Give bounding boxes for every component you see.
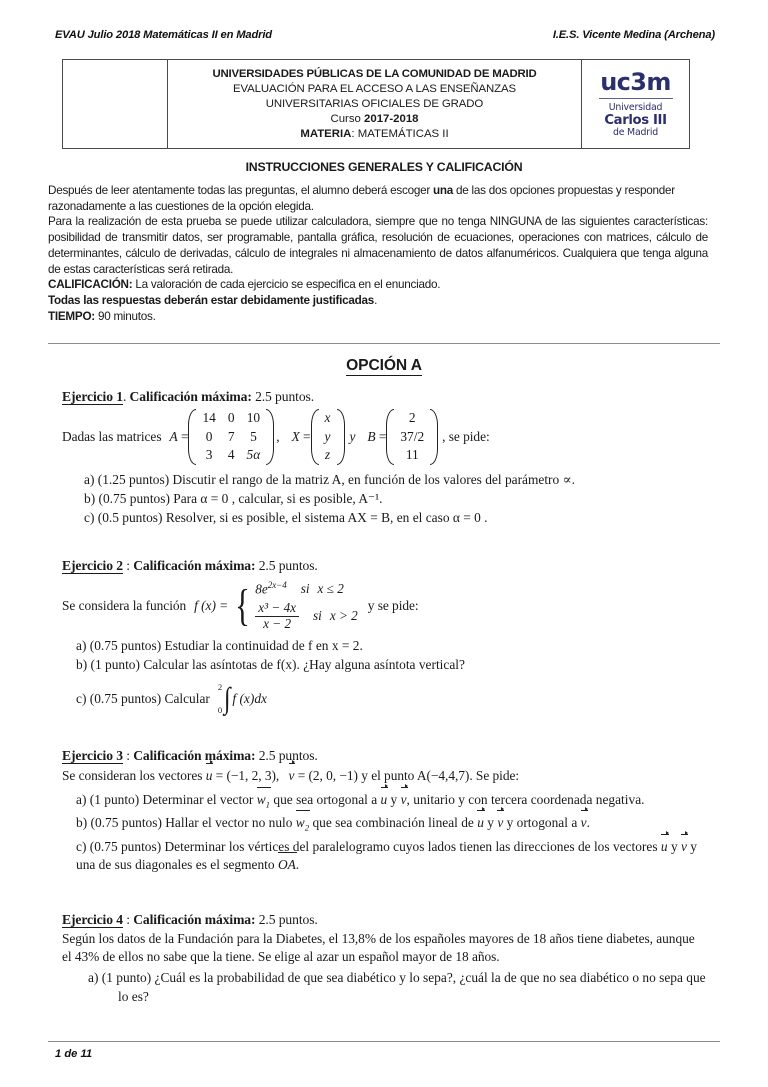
- vector-v-icon: v: [681, 838, 687, 856]
- exercise-3-points: 2.5 puntos.: [255, 748, 318, 763]
- logo-line-madrid: de Madrid: [612, 127, 659, 139]
- running-head-right: I.E.S. Vicente Medina (Archena): [552, 29, 715, 41]
- vector-u-icon: u: [477, 814, 484, 832]
- matrix-X-grid: [319, 409, 337, 465]
- instructions-paragraph-4: [48, 293, 708, 309]
- case2-condition: si x > 2: [313, 608, 358, 624]
- matrix-row: [196, 409, 266, 428]
- matrix-cell: 5α: [246, 447, 261, 463]
- exercise-3-item-b: [76, 814, 712, 834]
- fraction-denominator: x − 2: [255, 616, 299, 631]
- matrix-cell: x: [324, 410, 331, 425]
- exercise-2-points: 2.5 puntos.: [255, 558, 318, 573]
- exercise-2-item-a: a) (0.75 puntos) Estudiar la continuidad de f en x = 2.: [76, 637, 363, 653]
- header-line-degree: UNIVERSITARIAS OFICIALES DE GRADO: [265, 97, 484, 110]
- course-value: 2017-2018: [364, 113, 419, 126]
- exercise-3: [62, 748, 712, 876]
- item-b-post: y ortogonal a: [503, 815, 581, 831]
- integral-body: f (x)dx: [232, 691, 267, 707]
- integral-lower-limit: 0: [217, 704, 223, 715]
- matrix-cell: 4: [227, 447, 235, 463]
- item-c-post: y una de sus diagonales es el segmento: [76, 839, 697, 873]
- matrix-row: [319, 428, 337, 447]
- header-line-universities: UNIVERSIDADES PÚBLICAS DE LA COMUNIDAD DE MADRID: [212, 67, 537, 80]
- vector-w1-icon: $w_1$: [256, 791, 271, 810]
- exercise-1-lead: Dadas las matrices: [62, 429, 162, 445]
- item-a-mid: que sea ortogonal a: [270, 791, 381, 807]
- subject-value: : MATEMÁTICAS II: [351, 128, 449, 141]
- instructions-title: INSTRUCCIONES GENERALES Y CALIFICACIÓN: [245, 160, 523, 174]
- exercise-1-cal-label: Calificación máxima:: [129, 389, 252, 404]
- exercise-2-heading: [62, 558, 712, 574]
- matrix-row: [196, 446, 266, 465]
- matrix-A: [188, 409, 274, 465]
- matrix-B-paren-right: [430, 409, 438, 465]
- exercise-3-heading: [62, 748, 712, 764]
- exercise-1-tail: , se pide:: [442, 429, 490, 445]
- uc3m-wordmark: uc3m: [600, 68, 671, 97]
- definite-integral: [218, 682, 267, 716]
- item-c-pre: c) (0.75 puntos) Determinar los vértices del paralelogramo cuyos lados tienen las direcciones de los vectores: [76, 839, 661, 855]
- instructions-body: [48, 183, 708, 325]
- exercise-1-sep: .: [122, 389, 130, 404]
- item-b-pre: b) (0.75 puntos) Hallar el vector no nulo: [76, 815, 296, 831]
- logo-line-carlos: Carlos III: [604, 112, 667, 128]
- item-c-end: .: [295, 857, 300, 873]
- matrix-X-paren-left: [311, 409, 319, 465]
- matrix-A-paren-left: [188, 409, 196, 465]
- vector-v-icon: v: [401, 791, 407, 809]
- running-head: [55, 29, 715, 41]
- matrix-cell: 0: [205, 428, 213, 444]
- matrix-row: [319, 409, 337, 428]
- exercise-3-lead: [62, 767, 712, 785]
- exercise-3-cal-label: Calificación máxima:: [133, 748, 256, 763]
- header-cell-empty: [63, 60, 168, 148]
- exercise-1-items: [62, 471, 712, 528]
- function-case-1: [255, 580, 358, 597]
- instr-calificacion-label: CALIFICACIÓN:: [48, 278, 133, 292]
- vector-u-icon: u: [381, 791, 388, 809]
- matrix-A-grid: [196, 409, 266, 465]
- exercise-2-lead: Se considera la función: [62, 597, 187, 613]
- matrix-cell: 3: [205, 447, 213, 463]
- instr-p1-bold: una: [432, 184, 454, 197]
- matrix-cell: 2: [408, 410, 416, 425]
- matrix-cell: 5: [250, 428, 257, 444]
- option-heading-text: OPCIÓN A: [346, 357, 422, 374]
- vector-u-icon: u: [205, 768, 213, 783]
- matrix-row: [196, 428, 266, 447]
- case2-fraction: [255, 601, 299, 631]
- matrix-row: [319, 446, 337, 465]
- exercise-3-lead-a: Se consideran los vectores: [62, 768, 203, 783]
- exercise-1-item-b: b) (0.75 puntos) Para α = 0 , calcular, si es posible, A⁻¹.: [84, 491, 383, 507]
- item-a-post: , unitario y con tercera coordenada negativa.: [406, 791, 645, 807]
- exercise-4-items: [62, 969, 712, 1005]
- fraction-numerator: x³ − 4x: [258, 600, 297, 616]
- matrix-X-paren-right: [337, 409, 345, 465]
- matrix-X-label: X =: [291, 429, 311, 445]
- instructions-paragraph-1: [48, 183, 708, 214]
- exercise-2: [62, 558, 712, 717]
- instr-p1-b: de las dos opciones propuestas y responder razonadamente a las cuestiones de la opción elegida.: [48, 184, 675, 213]
- header-cell-logo: [581, 60, 689, 148]
- exercise-3-items: [62, 791, 712, 875]
- function-cases: [255, 580, 358, 631]
- logo-line-universidad: Universidad: [608, 102, 663, 114]
- matrix-A-comma: ,: [276, 429, 280, 445]
- exercise-3-lead-b: y el punto A(−4,4,7). Se pide:: [357, 768, 520, 783]
- instructions-paragraph-5: [48, 309, 708, 325]
- matrix-X: [311, 409, 345, 465]
- exercise-2-items: [62, 637, 712, 716]
- exercise-4: [62, 912, 712, 1007]
- subject-label: MATERIA: [300, 128, 352, 141]
- running-head-left: EVAU Julio 2018 Matemáticas II en Madrid: [55, 29, 272, 41]
- item-c-conj: y: [667, 839, 681, 855]
- matrix-row: [394, 446, 430, 465]
- vector-v-value: = (2, 0, −1): [294, 768, 358, 783]
- exercise-1-number: Ejercicio 1: [62, 389, 123, 404]
- logo-divider: [599, 98, 673, 99]
- exercise-2-item-c-text: c) (0.75 puntos) Calcular: [76, 691, 210, 707]
- instructions-paragraph-3: [48, 277, 708, 293]
- case1-exponent: 2x−4: [267, 580, 287, 590]
- vector-u-value: = (−1, 2, 3),: [212, 768, 280, 783]
- item-b-conj: y: [483, 815, 498, 831]
- header-line-subject: [300, 127, 448, 142]
- instructions-paragraph-2: Para la realización de esta prueba se puede utilizar calculadora, siempre que no tenga NINGUNA de las siguientes características: posibilidad de transmitir datos, ser programable, pantalla gráfica, resolución de ecuaciones, operaciones con matrices, cálculo de determinantes, cálculo de derivadas, cálculo de integrales ni almacenamiento de datos alfanuméricos. Cualquiera que tenga alguna de estas características será retirada.: [48, 215, 708, 276]
- uc3m-logo: [599, 70, 673, 137]
- instr-justificadas-tail: .: [374, 294, 378, 308]
- matrix-cell: y: [324, 428, 331, 444]
- exercise-2-number: Ejercicio 2: [62, 558, 123, 573]
- integral-limits: [218, 682, 222, 716]
- matrix-B-paren-left: [386, 409, 394, 465]
- exercise-2-tail: y se pide:: [367, 597, 419, 613]
- vector-v-icon: v: [497, 814, 503, 832]
- exercise-3-sep: :: [122, 748, 134, 763]
- segment-OA-icon: OA: [278, 856, 296, 874]
- exercise-4-item-a: a) (1 punto) ¿Cuál es la probabilidad de que sea diabético y lo sepa?, ¿cuál la de que no sea diabético o no sepa que lo es?: [88, 970, 706, 1004]
- exercise-1-item-c: c) (0.5 puntos) Resolver, si es posible, el sistema AX = B, en el caso α = 0 .: [84, 510, 488, 526]
- course-label: Curso: [330, 113, 365, 126]
- instr-tiempo-text: 90 minutos.: [94, 309, 156, 323]
- instructions-separator: [48, 343, 720, 344]
- header-line-course: [330, 112, 418, 127]
- exam-header-table: [62, 59, 690, 149]
- matrix-cell: 0: [227, 410, 235, 425]
- exercise-1-heading: [62, 389, 712, 405]
- matrix-cell: 11: [405, 447, 419, 463]
- function-name: f (x) =: [194, 597, 229, 613]
- item-b-end: .: [586, 815, 590, 831]
- exercise-2-function-row: [62, 580, 712, 631]
- footer-separator: [48, 1041, 720, 1042]
- exercise-4-points: 2.5 puntos.: [255, 912, 318, 927]
- vector-v-icon: v: [288, 768, 295, 783]
- matrix-conjunction: y: [349, 429, 356, 445]
- case1-condition: si x ≤ 2: [300, 580, 344, 596]
- matrix-cell: 10: [246, 410, 261, 425]
- matrix-cell: 7: [227, 428, 235, 444]
- exercise-3-number: Ejercicio 3: [62, 748, 123, 763]
- exercise-3-item-a: [76, 791, 712, 811]
- item-b-mid: que sea combinación lineal de: [309, 815, 478, 831]
- item-a-pre: a) (1 punto) Determinar el vector: [76, 791, 257, 807]
- instr-calificacion-text: La valoración de cada ejercicio se especifica en el enunciado.: [132, 278, 441, 292]
- exercise-4-number: Ejercicio 4: [62, 912, 123, 927]
- matrix-row: [394, 428, 430, 447]
- left-brace: {: [235, 580, 251, 630]
- instr-p1-a: Después de leer atentamente todas las preguntas, el alumno deberá escoger: [48, 184, 433, 197]
- exercise-4-heading: [62, 912, 712, 928]
- exercise-4-cal-label: Calificación máxima:: [133, 912, 256, 927]
- vector-v2-icon: v: [581, 814, 587, 832]
- piecewise-function: [232, 580, 358, 631]
- exercise-1-points: 2.5 puntos.: [251, 389, 315, 404]
- item-a-conj: y: [387, 791, 401, 807]
- matrix-cell: 14: [202, 410, 216, 425]
- matrix-B-label: B =: [367, 429, 387, 445]
- matrix-B-grid: [394, 409, 430, 465]
- integral-sign-icon: ∫: [223, 682, 231, 716]
- exercise-2-sep: :: [122, 558, 134, 573]
- instr-justificadas-bold: Todas las respuestas deberán estar debidamente justificadas: [48, 294, 375, 308]
- case1-expression: $8e^{2x-4}$: [255, 580, 287, 597]
- matrix-cell: 37/2: [400, 428, 425, 444]
- exercise-4-sep: :: [122, 912, 134, 927]
- footer-page-number: 1 de 11: [55, 1048, 93, 1060]
- header-line-evaluation: EVALUACIÓN PARA EL ACCESO A LAS ENSEÑANZAS: [233, 82, 516, 95]
- vector-w2-icon: $w_2$: [295, 815, 310, 834]
- matrix-row: [394, 409, 430, 428]
- integral-upper-limit: 2: [217, 682, 223, 693]
- exercise-1-item-a: a) (1.25 puntos) Discutir el rango de la matriz A, en función de los valores del parámetro ∝.: [84, 471, 575, 487]
- exercise-2-cal-label: Calificación máxima:: [133, 558, 256, 573]
- exercise-2-item-b: b) (1 punto) Calcular las asíntotas de f(x). ¿Hay alguna asíntota vertical?: [76, 657, 465, 673]
- exercise-3-item-c: [76, 838, 712, 874]
- vector-u-icon: u: [661, 838, 668, 856]
- exercise-1: [62, 389, 712, 528]
- matrix-A-label: A =: [169, 429, 189, 445]
- instr-tiempo-label: TIEMPO:: [48, 309, 95, 323]
- exercise-1-matrix-row: [62, 409, 712, 465]
- matrix-cell: z: [324, 447, 331, 463]
- header-cell-title: [168, 60, 581, 148]
- function-case-2: [255, 601, 358, 631]
- matrix-A-paren-right: [266, 409, 274, 465]
- option-heading: [0, 357, 768, 375]
- exercise-2-item-c: [76, 682, 712, 716]
- matrix-B: [386, 409, 438, 465]
- exercise-4-lead: Según los datos de la Fundación para la Diabetes, el 13,8% de los españoles mayores de 18 años tiene diabetes, aunque el 43% de ellos no sabe que la tiene. Se elige al azar un español mayor de 18 años.: [62, 931, 695, 964]
